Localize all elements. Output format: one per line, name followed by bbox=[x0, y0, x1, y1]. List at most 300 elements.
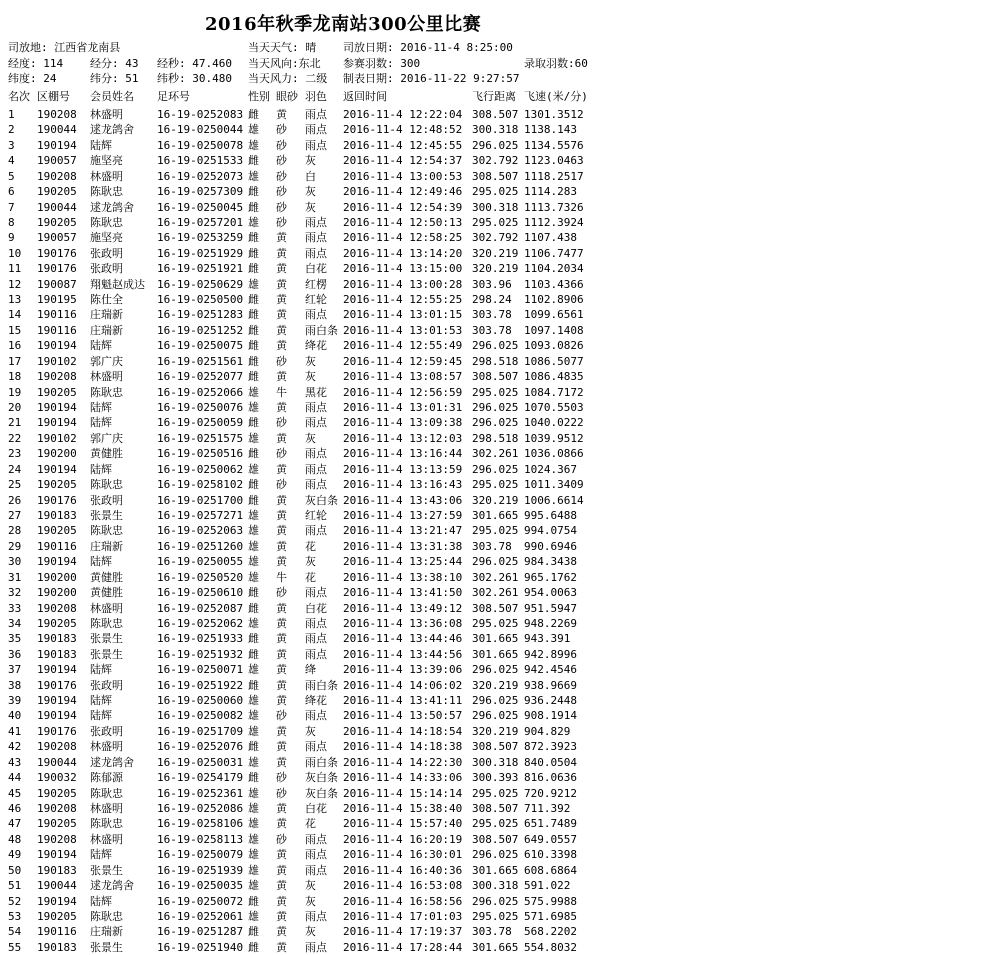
eye-cell: 牛 bbox=[276, 385, 287, 399]
loft-cell: 190044 bbox=[37, 123, 77, 137]
loft-cell: 190176 bbox=[37, 493, 77, 507]
distance-cell: 320.219 bbox=[472, 262, 519, 276]
sex-cell: 雄 bbox=[248, 401, 259, 415]
sex-cell: 雄 bbox=[248, 431, 259, 445]
loft-cell: 190176 bbox=[37, 678, 77, 692]
loft-cell: 190116 bbox=[37, 323, 77, 337]
sex-cell: 雄 bbox=[248, 539, 259, 553]
table-row bbox=[0, 601, 1000, 616]
rank-cell: 55 bbox=[8, 940, 22, 954]
speed-cell: 908.1914 bbox=[524, 709, 577, 723]
distance-cell: 296.025 bbox=[472, 416, 519, 430]
member-cell: 张政明 bbox=[90, 262, 123, 276]
sex-cell: 雌 bbox=[248, 108, 259, 121]
return-time-cell: 2016-11-4 12:56:59 bbox=[343, 385, 463, 399]
speed-cell: 554.8032 bbox=[524, 940, 577, 954]
eye-cell: 黄 bbox=[276, 431, 287, 445]
loft-cell: 190205 bbox=[37, 909, 77, 923]
table-row bbox=[0, 770, 1000, 785]
color-cell: 雨点 bbox=[305, 138, 327, 152]
rank-cell: 1 bbox=[8, 108, 15, 121]
rank-cell: 37 bbox=[8, 663, 22, 677]
rank-cell: 43 bbox=[8, 755, 22, 769]
ring-cell: 16-19-0251939 bbox=[157, 863, 244, 877]
loft-cell: 190057 bbox=[37, 231, 77, 245]
sex-cell: 雌 bbox=[248, 154, 259, 168]
ring-cell: 16-19-0250082 bbox=[157, 709, 244, 723]
table-row bbox=[0, 924, 1000, 939]
column-header-eye: 眼砂 bbox=[276, 90, 298, 103]
loft-cell: 190200 bbox=[37, 570, 77, 584]
ring-cell: 16-19-0250075 bbox=[157, 339, 244, 353]
table-row bbox=[0, 169, 1000, 184]
ring-cell: 16-19-0250035 bbox=[157, 879, 244, 893]
speed-cell: 943.391 bbox=[524, 632, 571, 646]
distance-cell: 298.518 bbox=[472, 431, 519, 445]
distance-cell: 296.025 bbox=[472, 401, 519, 415]
rank-cell: 10 bbox=[8, 246, 22, 260]
ring-cell: 16-19-0251929 bbox=[157, 246, 244, 260]
speed-cell: 608.6864 bbox=[524, 863, 577, 877]
rank-cell: 48 bbox=[8, 832, 22, 846]
rank-cell: 25 bbox=[8, 478, 22, 492]
distance-cell: 295.025 bbox=[472, 478, 519, 492]
distance-cell: 296.025 bbox=[472, 555, 519, 569]
table-row bbox=[0, 539, 1000, 554]
member-cell: 陆辉 bbox=[90, 462, 112, 476]
table-row bbox=[0, 230, 1000, 245]
return-time-cell: 2016-11-4 15:38:40 bbox=[343, 801, 463, 815]
ring-cell: 16-19-0251260 bbox=[157, 539, 244, 553]
ring-cell: 16-19-0250055 bbox=[157, 555, 244, 569]
color-cell: 绛 bbox=[305, 663, 316, 677]
return-time-cell: 2016-11-4 12:54:37 bbox=[343, 154, 463, 168]
color-cell: 雨点 bbox=[305, 909, 327, 923]
distance-cell: 303.78 bbox=[472, 308, 512, 322]
eye-cell: 砂 bbox=[276, 709, 287, 723]
eye-cell: 牛 bbox=[276, 570, 287, 584]
color-cell: 花 bbox=[305, 570, 316, 584]
eye-cell: 黄 bbox=[276, 879, 287, 893]
distance-cell: 295.025 bbox=[472, 616, 519, 630]
rank-cell: 31 bbox=[8, 570, 22, 584]
table-row bbox=[0, 662, 1000, 677]
sex-cell: 雄 bbox=[248, 755, 259, 769]
rank-cell: 2 bbox=[8, 123, 15, 137]
rank-cell: 53 bbox=[8, 909, 22, 923]
ring-cell: 16-19-0252063 bbox=[157, 524, 244, 538]
ring-cell: 16-19-0250072 bbox=[157, 894, 244, 908]
color-cell: 雨点 bbox=[305, 647, 327, 661]
ring-cell: 16-19-0251252 bbox=[157, 323, 244, 337]
loft-cell: 190208 bbox=[37, 832, 77, 846]
return-time-cell: 2016-11-4 12:55:25 bbox=[343, 293, 463, 307]
member-cell: 林盛明 bbox=[90, 832, 123, 846]
distance-cell: 302.261 bbox=[472, 570, 519, 584]
return-time-cell: 2016-11-4 14:22:30 bbox=[343, 755, 463, 769]
member-cell: 陆辉 bbox=[90, 401, 112, 415]
speed-cell: 816.0636 bbox=[524, 771, 577, 785]
return-time-cell: 2016-11-4 16:40:36 bbox=[343, 863, 463, 877]
member-cell: 陆辉 bbox=[90, 416, 112, 430]
ring-cell: 16-19-0251287 bbox=[157, 925, 244, 939]
return-time-cell: 2016-11-4 13:16:43 bbox=[343, 478, 463, 492]
rank-cell: 13 bbox=[8, 293, 22, 307]
loft-cell: 190208 bbox=[37, 108, 77, 121]
table-row bbox=[0, 354, 1000, 369]
column-header-rank: 名次 bbox=[8, 90, 30, 103]
distance-cell: 308.507 bbox=[472, 601, 519, 615]
return-time-cell: 2016-11-4 16:20:19 bbox=[343, 832, 463, 846]
eye-cell: 砂 bbox=[276, 447, 287, 461]
ring-cell: 16-19-0250629 bbox=[157, 277, 244, 291]
rank-cell: 27 bbox=[8, 508, 22, 522]
return-time-cell: 2016-11-4 14:33:06 bbox=[343, 771, 463, 785]
distance-cell: 295.025 bbox=[472, 817, 519, 831]
member-cell: 张景生 bbox=[90, 647, 123, 661]
member-cell: 逑龙鸽舍 bbox=[90, 123, 134, 137]
speed-cell: 1104.2034 bbox=[524, 262, 584, 276]
return-time-cell: 2016-11-4 12:50:13 bbox=[343, 215, 463, 229]
rank-cell: 12 bbox=[8, 277, 22, 291]
speed-cell: 948.2269 bbox=[524, 616, 577, 630]
member-cell: 陆辉 bbox=[90, 555, 112, 569]
sex-cell: 雄 bbox=[248, 663, 259, 677]
loft-cell: 190205 bbox=[37, 524, 77, 538]
distance-cell: 302.261 bbox=[472, 447, 519, 461]
distance-cell: 300.318 bbox=[472, 879, 519, 893]
speed-cell: 1134.5576 bbox=[524, 138, 584, 152]
distance-cell: 308.507 bbox=[472, 108, 519, 121]
ring-cell: 16-19-0258113 bbox=[157, 832, 244, 846]
eye-cell: 黄 bbox=[276, 694, 287, 708]
color-cell: 灰白条 bbox=[305, 771, 338, 785]
speed-cell: 1040.0222 bbox=[524, 416, 584, 430]
distance-cell: 300.318 bbox=[472, 123, 519, 137]
sex-cell: 雄 bbox=[248, 879, 259, 893]
member-cell: 陈耿忠 bbox=[90, 909, 123, 923]
distance-cell: 302.792 bbox=[472, 231, 519, 245]
rank-cell: 8 bbox=[8, 215, 15, 229]
loft-cell: 190194 bbox=[37, 894, 77, 908]
rank-cell: 21 bbox=[8, 416, 22, 430]
color-cell: 黑花 bbox=[305, 385, 327, 399]
distance-cell: 308.507 bbox=[472, 169, 519, 183]
column-header-ring: 足环号 bbox=[157, 90, 190, 103]
eye-cell: 黄 bbox=[276, 925, 287, 939]
loft-cell: 190205 bbox=[37, 817, 77, 831]
loft-cell: 190116 bbox=[37, 308, 77, 322]
eye-cell: 黄 bbox=[276, 308, 287, 322]
eye-cell: 砂 bbox=[276, 123, 287, 137]
rank-cell: 36 bbox=[8, 647, 22, 661]
color-cell: 花 bbox=[305, 539, 316, 553]
eye-cell: 黄 bbox=[276, 508, 287, 522]
table-row bbox=[0, 755, 1000, 770]
member-cell: 庄瑞新 bbox=[90, 539, 123, 553]
rank-cell: 11 bbox=[8, 262, 22, 276]
color-cell: 灰 bbox=[305, 894, 316, 908]
color-cell: 灰 bbox=[305, 724, 316, 738]
table-row bbox=[0, 631, 1000, 646]
table-row bbox=[0, 554, 1000, 569]
speed-cell: 1099.6561 bbox=[524, 308, 584, 322]
color-cell: 灰 bbox=[305, 200, 316, 214]
eye-cell: 砂 bbox=[276, 215, 287, 229]
loft-cell: 190205 bbox=[37, 185, 77, 199]
eye-cell: 砂 bbox=[276, 138, 287, 152]
rank-cell: 5 bbox=[8, 169, 15, 183]
sex-cell: 雌 bbox=[248, 647, 259, 661]
rank-cell: 16 bbox=[8, 339, 22, 353]
ring-cell: 16-19-0251932 bbox=[157, 647, 244, 661]
rank-cell: 15 bbox=[8, 323, 22, 337]
distance-cell: 308.507 bbox=[472, 370, 519, 384]
member-cell: 陆辉 bbox=[90, 663, 112, 677]
sex-cell: 雄 bbox=[248, 817, 259, 831]
distance-cell: 300.318 bbox=[472, 755, 519, 769]
rank-cell: 29 bbox=[8, 539, 22, 553]
eye-cell: 砂 bbox=[276, 478, 287, 492]
color-cell: 雨点 bbox=[305, 215, 327, 229]
table-row bbox=[0, 292, 1000, 307]
speed-cell: 984.3438 bbox=[524, 555, 577, 569]
ring-cell: 16-19-0250079 bbox=[157, 848, 244, 862]
ring-cell: 16-19-0250516 bbox=[157, 447, 244, 461]
return-time-cell: 2016-11-4 13:01:53 bbox=[343, 323, 463, 337]
ring-cell: 16-19-0252361 bbox=[157, 786, 244, 800]
column-header-sex: 性别 bbox=[248, 90, 270, 103]
return-time-cell: 2016-11-4 14:06:02 bbox=[343, 678, 463, 692]
table-row bbox=[0, 107, 1000, 122]
eye-cell: 黄 bbox=[276, 724, 287, 738]
member-cell: 施坚亮 bbox=[90, 231, 123, 245]
distance-cell: 298.24 bbox=[472, 293, 512, 307]
rank-cell: 34 bbox=[8, 616, 22, 630]
member-cell: 黄健胜 bbox=[90, 586, 123, 600]
ring-cell: 16-19-0250060 bbox=[157, 694, 244, 708]
member-cell: 郭广庆 bbox=[90, 431, 123, 445]
speed-cell: 1011.3409 bbox=[524, 478, 584, 492]
speed-cell: 649.0557 bbox=[524, 832, 577, 846]
ring-cell: 16-19-0252066 bbox=[157, 385, 244, 399]
color-cell: 雨点 bbox=[305, 863, 327, 877]
weather: 当天天气: 晴 bbox=[248, 41, 317, 54]
table-row bbox=[0, 246, 1000, 261]
sex-cell: 雌 bbox=[248, 740, 259, 754]
distance-cell: 308.507 bbox=[472, 801, 519, 815]
sex-cell: 雄 bbox=[248, 786, 259, 800]
ring-cell: 16-19-0251700 bbox=[157, 493, 244, 507]
return-time-cell: 2016-11-4 13:41:50 bbox=[343, 586, 463, 600]
member-cell: 逑龙鸽舍 bbox=[90, 200, 134, 214]
rank-cell: 40 bbox=[8, 709, 22, 723]
distance-cell: 302.261 bbox=[472, 586, 519, 600]
sex-cell: 雌 bbox=[248, 370, 259, 384]
eye-cell: 黄 bbox=[276, 740, 287, 754]
member-cell: 陈郁源 bbox=[90, 771, 123, 785]
return-time-cell: 2016-11-4 12:22:04 bbox=[343, 108, 463, 121]
return-time-cell: 2016-11-4 14:18:38 bbox=[343, 740, 463, 754]
entry-count: 参赛羽数: 300 bbox=[343, 57, 421, 70]
eye-cell: 黄 bbox=[276, 262, 287, 276]
color-cell: 雨白条 bbox=[305, 755, 338, 769]
eye-cell: 黄 bbox=[276, 848, 287, 862]
distance-cell: 301.665 bbox=[472, 863, 519, 877]
ring-cell: 16-19-0251922 bbox=[157, 678, 244, 692]
table-row bbox=[0, 647, 1000, 662]
color-cell: 雨点 bbox=[305, 108, 327, 121]
table-row bbox=[0, 200, 1000, 215]
speed-cell: 711.392 bbox=[524, 801, 571, 815]
ring-cell: 16-19-0250045 bbox=[157, 200, 244, 214]
sex-cell: 雌 bbox=[248, 894, 259, 908]
sex-cell: 雌 bbox=[248, 231, 259, 245]
speed-cell: 720.9212 bbox=[524, 786, 577, 800]
eye-cell: 黄 bbox=[276, 108, 287, 121]
sex-cell: 雌 bbox=[248, 354, 259, 368]
rank-cell: 6 bbox=[8, 185, 15, 199]
column-header-distance: 飞行距离 bbox=[472, 90, 516, 103]
speed-cell: 1107.438 bbox=[524, 231, 577, 245]
eye-cell: 砂 bbox=[276, 200, 287, 214]
return-time-cell: 2016-11-4 13:27:59 bbox=[343, 508, 463, 522]
table-row bbox=[0, 724, 1000, 739]
return-time-cell: 2016-11-4 13:43:06 bbox=[343, 493, 463, 507]
loft-cell: 190208 bbox=[37, 601, 77, 615]
loft-cell: 190194 bbox=[37, 339, 77, 353]
return-time-cell: 2016-11-4 13:14:20 bbox=[343, 246, 463, 260]
return-time-cell: 2016-11-4 13:44:46 bbox=[343, 632, 463, 646]
distance-cell: 295.025 bbox=[472, 385, 519, 399]
rank-cell: 39 bbox=[8, 694, 22, 708]
rank-cell: 14 bbox=[8, 308, 22, 322]
color-cell: 雨点 bbox=[305, 848, 327, 862]
table-row bbox=[0, 616, 1000, 631]
return-time-cell: 2016-11-4 13:01:15 bbox=[343, 308, 463, 322]
color-cell: 花 bbox=[305, 817, 316, 831]
member-cell: 林盛明 bbox=[90, 169, 123, 183]
member-cell: 陈耿忠 bbox=[90, 185, 123, 199]
speed-cell: 1123.0463 bbox=[524, 154, 584, 168]
color-cell: 雨白条 bbox=[305, 678, 338, 692]
color-cell: 雨白条 bbox=[305, 323, 338, 337]
return-time-cell: 2016-11-4 13:31:38 bbox=[343, 539, 463, 553]
results-table bbox=[0, 107, 1000, 955]
return-time-cell: 2016-11-4 13:16:44 bbox=[343, 447, 463, 461]
rank-cell: 49 bbox=[8, 848, 22, 862]
return-time-cell: 2016-11-4 13:39:06 bbox=[343, 663, 463, 677]
member-cell: 陈耿忠 bbox=[90, 524, 123, 538]
color-cell: 白花 bbox=[305, 601, 327, 615]
eye-cell: 砂 bbox=[276, 786, 287, 800]
rank-cell: 19 bbox=[8, 385, 22, 399]
loft-cell: 190176 bbox=[37, 262, 77, 276]
rank-cell: 9 bbox=[8, 231, 15, 245]
distance-cell: 295.025 bbox=[472, 185, 519, 199]
member-cell: 林盛明 bbox=[90, 370, 123, 384]
member-cell: 张景生 bbox=[90, 508, 123, 522]
rank-cell: 23 bbox=[8, 447, 22, 461]
return-time-cell: 2016-11-4 12:54:39 bbox=[343, 200, 463, 214]
return-time-cell: 2016-11-4 13:00:53 bbox=[343, 169, 463, 183]
color-cell: 灰 bbox=[305, 555, 316, 569]
color-cell: 雨点 bbox=[305, 462, 327, 476]
ring-cell: 16-19-0251921 bbox=[157, 262, 244, 276]
distance-cell: 303.78 bbox=[472, 539, 512, 553]
ring-cell: 16-19-0250044 bbox=[157, 123, 244, 137]
sex-cell: 雄 bbox=[248, 616, 259, 630]
speed-cell: 1113.7326 bbox=[524, 200, 584, 214]
rank-cell: 54 bbox=[8, 925, 22, 939]
loft-cell: 190194 bbox=[37, 848, 77, 862]
loft-cell: 190194 bbox=[37, 416, 77, 430]
loft-cell: 190208 bbox=[37, 740, 77, 754]
distance-cell: 296.025 bbox=[472, 709, 519, 723]
sex-cell: 雌 bbox=[248, 416, 259, 430]
loft-cell: 190205 bbox=[37, 478, 77, 492]
eye-cell: 黄 bbox=[276, 323, 287, 337]
eye-cell: 黄 bbox=[276, 616, 287, 630]
speed-cell: 1114.283 bbox=[524, 185, 577, 199]
table-row bbox=[0, 894, 1000, 909]
eye-cell: 砂 bbox=[276, 154, 287, 168]
member-cell: 陈仕全 bbox=[90, 293, 123, 307]
table-row bbox=[0, 863, 1000, 878]
table-row bbox=[0, 338, 1000, 353]
table-row bbox=[0, 585, 1000, 600]
ring-cell: 16-19-0250610 bbox=[157, 586, 244, 600]
member-cell: 张政明 bbox=[90, 678, 123, 692]
release-date: 司放日期: 2016-11-4 8:25:00 bbox=[343, 41, 513, 54]
sex-cell: 雄 bbox=[248, 863, 259, 877]
member-cell: 陆辉 bbox=[90, 339, 112, 353]
ring-cell: 16-19-0251533 bbox=[157, 154, 244, 168]
loft-cell: 190194 bbox=[37, 138, 77, 152]
ring-cell: 16-19-0252062 bbox=[157, 616, 244, 630]
sex-cell: 雄 bbox=[248, 169, 259, 183]
rank-cell: 42 bbox=[8, 740, 22, 754]
speed-cell: 1106.7477 bbox=[524, 246, 584, 260]
eye-cell: 黄 bbox=[276, 894, 287, 908]
return-time-cell: 2016-11-4 12:59:45 bbox=[343, 354, 463, 368]
loft-cell: 190200 bbox=[37, 586, 77, 600]
member-cell: 黄健胜 bbox=[90, 570, 123, 584]
longitude-degree: 经度: 114 bbox=[8, 57, 64, 70]
loft-cell: 190205 bbox=[37, 385, 77, 399]
color-cell: 红轮 bbox=[305, 293, 327, 307]
sex-cell: 雄 bbox=[248, 462, 259, 476]
speed-cell: 872.3923 bbox=[524, 740, 577, 754]
color-cell: 雨点 bbox=[305, 940, 327, 954]
sex-cell: 雌 bbox=[248, 323, 259, 337]
ring-cell: 16-19-0251561 bbox=[157, 354, 244, 368]
ring-cell: 16-19-0257271 bbox=[157, 508, 244, 522]
eye-cell: 砂 bbox=[276, 416, 287, 430]
loft-cell: 190032 bbox=[37, 771, 77, 785]
table-row bbox=[0, 307, 1000, 322]
return-time-cell: 2016-11-4 12:55:49 bbox=[343, 339, 463, 353]
rank-cell: 38 bbox=[8, 678, 22, 692]
eye-cell: 黄 bbox=[276, 277, 287, 291]
loft-cell: 190116 bbox=[37, 539, 77, 553]
eye-cell: 黄 bbox=[276, 801, 287, 815]
speed-cell: 951.5947 bbox=[524, 601, 577, 615]
member-cell: 林盛明 bbox=[90, 801, 123, 815]
color-cell: 雨点 bbox=[305, 586, 327, 600]
speed-cell: 942.8996 bbox=[524, 647, 577, 661]
color-cell: 雨点 bbox=[305, 524, 327, 538]
